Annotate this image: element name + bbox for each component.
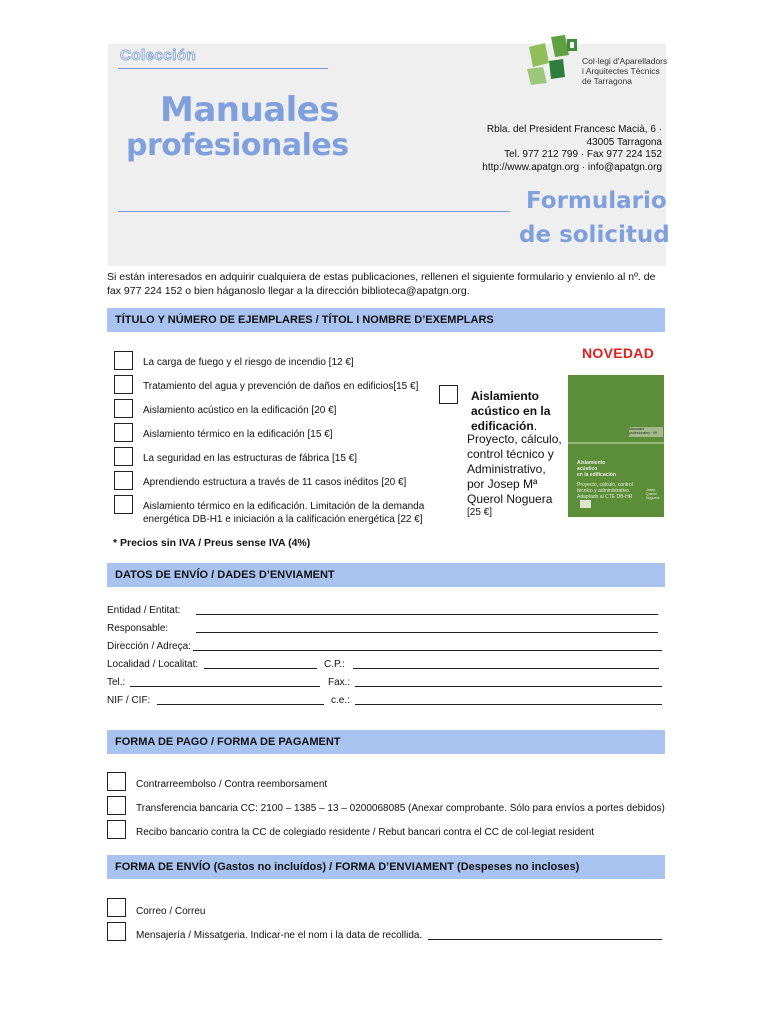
locality-label: Localidad / Localitat:: [107, 659, 199, 670]
series-title-line1: Manuales: [160, 90, 340, 130]
fax-label: Fax.:: [328, 677, 351, 688]
collection-underline: [118, 68, 328, 69]
form-title-rule: [118, 211, 510, 212]
publication-checkbox[interactable]: [114, 351, 133, 370]
book-cover-subtitle-line: Proyecto, cálculo, control: [577, 482, 633, 488]
intro-text: Si están interesados en adquirir cualquiera de estas publicaciones, rellenen el siguiente formulario y envienlo al nº. de fax 977 224 152 o bien háganoslo llegar a la dirección biblioteca@apatgn.org.: [107, 271, 656, 297]
payment-option-label: Contrarreembolso / Contra reemborsament: [136, 779, 328, 790]
collection-label: Colección: [120, 47, 197, 64]
featured-desc-line: Querol Noguera: [467, 492, 553, 506]
tax-id-label: NIF / CIF:: [107, 695, 151, 706]
shipping-option-label: Correo / Correu: [136, 906, 206, 917]
publication-checkbox[interactable]: [114, 471, 133, 490]
publication-checkbox[interactable]: [114, 399, 133, 418]
featured-title-line: Aislamiento: [471, 389, 540, 403]
book-cover-strip: [568, 442, 664, 444]
publication-checkbox[interactable]: [114, 375, 133, 394]
book-cover-title-line: en la edificación: [577, 472, 616, 478]
featured-desc-line: Administrativo,: [467, 462, 546, 476]
book-cover-title-line: Aislamiento: [577, 460, 606, 466]
tax-id-field[interactable]: [157, 704, 324, 705]
college-name-line: Col·legi d'Aparelladors: [582, 56, 668, 66]
book-cover-author-line: Querol: [646, 492, 657, 496]
payment-checkbox-transfer[interactable]: [107, 796, 126, 815]
featured-desc-line: Proyecto, cálculo,: [467, 432, 562, 446]
series-title-line2: profesionales: [126, 128, 349, 163]
featured-title-text: edificación: [471, 419, 534, 433]
payment-checkbox-cod[interactable]: [107, 772, 126, 791]
courier-details-field[interactable]: [428, 939, 662, 940]
entity-field[interactable]: [196, 614, 658, 615]
publication-label: energética DB-H1 e iniciación a la calificación energética [22 €]: [143, 514, 423, 525]
responsible-field[interactable]: [196, 632, 658, 633]
publication-label: Aislamiento térmico en la edificación. Limitación de la demanda: [143, 501, 425, 512]
book-cover-logo-icon: [580, 500, 591, 508]
book-cover-subtitle-line: Adaptado al CTE DB-HR: [577, 494, 633, 500]
shipping-checkbox-courier[interactable]: [107, 922, 126, 941]
book-cover-author-line: Noguera: [646, 496, 660, 500]
shipping-checkbox-mail[interactable]: [107, 898, 126, 917]
postal-code-label: C.P.:: [324, 659, 345, 670]
section-header-payment: FORMA DE PAGO / FORMA DE PAGAMENT: [107, 730, 665, 754]
web-email-line: http://www.apatgn.org · info@apatgn.org: [482, 161, 662, 173]
prices-note: * Precios sin IVA / Preus sense IVA (4%): [113, 537, 311, 549]
publication-label: Aislamiento térmico en la edificación [15 €]: [143, 429, 333, 440]
featured-price: [25 €]: [467, 507, 493, 518]
college-logo-icon: [525, 33, 579, 85]
featured-title-line: acústico en la: [471, 404, 551, 418]
publication-label: Aprendiendo estructura a través de 11 casos inéditos [20 €]: [143, 477, 407, 488]
featured-checkbox[interactable]: [439, 385, 458, 404]
address-label: Dirección / Adreça:: [107, 641, 191, 652]
publication-checkbox[interactable]: [114, 423, 133, 442]
college-name: [582, 56, 672, 86]
publication-label: La carga de fuego y el riesgo de incendio [12 €]: [143, 357, 354, 368]
contact-address: [430, 124, 662, 174]
book-cover-title-line: acústico: [577, 466, 598, 472]
publication-label: Aislamiento acústico en la edificación [20 €]: [143, 405, 337, 416]
locality-field[interactable]: [204, 668, 317, 669]
payment-checkbox-direct-debit[interactable]: [107, 820, 126, 839]
featured-description: [467, 432, 567, 507]
featured-desc-line: control técnico y: [467, 447, 554, 461]
payment-option-label: Recibo bancario contra la CC de colegiado residente / Rebut bancari contra el CC de col·legiat resident: [136, 827, 595, 838]
payment-option-label: Transferencia bancaria CC: 2100 – 1385 – 13 – 0200068085 (Anexar comprobante. Sólo para envíos a portes debidos): [136, 803, 665, 814]
responsible-label: Responsable:: [107, 623, 169, 634]
featured-title: [471, 389, 571, 434]
publication-checkbox[interactable]: [114, 447, 133, 466]
section-header-shipping-data: DATOS DE ENVÍO / DADES D’ENVIAMENT: [107, 563, 665, 587]
book-cover-author: [646, 488, 660, 500]
phone-field[interactable]: [130, 686, 320, 687]
fax-field[interactable]: [355, 686, 662, 687]
college-name-line: i Arquitectes Tècnics: [582, 66, 660, 76]
entity-label: Entidad / Entitat:: [107, 605, 181, 616]
email-field[interactable]: [355, 704, 662, 705]
email-label: c.e.:: [331, 695, 350, 706]
address-line: 43005 Tarragona: [586, 136, 662, 148]
publication-label: Tratamiento del agua y prevención de daños en edificios[15 €]: [143, 381, 419, 392]
book-cover-tag: Manuales profesionales · 09: [629, 427, 663, 437]
phone-fax-line: Tel. 977 212 799 · Fax 977 224 152: [504, 149, 662, 160]
postal-code-field[interactable]: [353, 668, 659, 669]
publication-label: La seguridad en las estructuras de fábrica [15 €]: [143, 453, 358, 464]
address-field[interactable]: [193, 650, 662, 651]
book-cover-title: [577, 460, 637, 500]
featured-desc-line: por Josep Mª: [467, 477, 538, 491]
form-title-line2: de solicitud: [519, 222, 670, 248]
section-header-titles: TÍTULO Y NÚMERO DE EJEMPLARES / TÍTOL I NOMBRE D’EXEMPLARS: [107, 308, 665, 332]
publication-checkbox[interactable]: [114, 495, 133, 514]
new-badge: NOVEDAD: [582, 345, 655, 361]
section-header-shipping-method: FORMA DE ENVÍO (Gastos no incluídos) / FORMA D’ENVIAMENT (Despeses no incloses): [107, 855, 665, 879]
book-cover-subtitle-line: técnico y administrativo.: [577, 488, 631, 494]
form-title-line1: Formulario: [526, 188, 667, 214]
college-name-line: de Tarragona: [582, 76, 632, 86]
book-cover-author-line: Josep: [646, 488, 656, 492]
address-line: Rbla. del President Francesc Macià, 6 ·: [486, 124, 662, 135]
phone-label: Tel.:: [107, 677, 126, 688]
shipping-option-label: Mensajería / Missatgeria. Indicar-ne el nom i la data de recollida.: [136, 930, 423, 941]
featured-title-period: .: [533, 419, 538, 433]
